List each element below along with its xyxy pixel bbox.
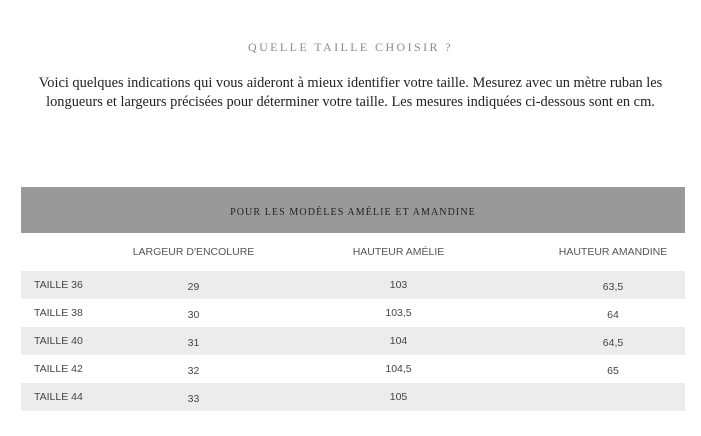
- height-amandine-value: 64,5: [602, 337, 624, 349]
- height-amelie-value: 104,5: [385, 363, 412, 375]
- table-body: [21, 271, 685, 411]
- neck-width-value: 30: [187, 309, 200, 321]
- size-table: [21, 187, 685, 411]
- table-title: POUR LES MODÈLES AMÉLIE ET AMANDINE: [21, 187, 685, 233]
- size-label: TAILLE 38: [34, 307, 83, 319]
- table-row: [21, 383, 685, 411]
- table-row: [21, 327, 685, 355]
- table-row: [21, 355, 685, 383]
- column-header-row: [21, 233, 685, 271]
- neck-width-value: 32: [187, 365, 200, 377]
- height-amandine-value: [541, 395, 685, 399]
- column-header-neck-width: LARGEUR D'ENCOLURE: [132, 246, 255, 258]
- height-amandine-value: 64: [607, 309, 619, 321]
- column-header-height-amandine: HAUTEUR AMANDINE: [558, 246, 668, 258]
- size-label: TAILLE 40: [34, 335, 83, 347]
- intro-paragraph: Voici quelques indications qui vous aideront à mieux identifier votre taille. Mesurez avec un mètre ruban les longueurs et largeurs précisées pour déterminer votre taille. Les mesures indiquées ci-dessous sont en cm.: [38, 75, 663, 110]
- size-label: TAILLE 44: [34, 391, 83, 403]
- table-row: [21, 299, 685, 327]
- table-row: [21, 271, 685, 299]
- height-amelie-value: 103,5: [385, 307, 412, 319]
- neck-width-value: 29: [187, 281, 200, 293]
- column-header-height-amelie: HAUTEUR AMÉLIE: [352, 246, 445, 258]
- height-amelie-value: 103: [389, 279, 408, 291]
- height-amelie-value: 104: [389, 335, 408, 347]
- size-label: TAILLE 36: [34, 279, 83, 291]
- neck-width-value: 31: [187, 337, 200, 349]
- height-amandine-value: 63,5: [602, 281, 624, 293]
- neck-width-value: 33: [187, 393, 200, 405]
- size-label: TAILLE 42: [34, 363, 83, 375]
- page-title: QUELLE TAILLE CHOISIR ?: [248, 40, 453, 54]
- height-amandine-value: 65: [607, 365, 619, 377]
- height-amelie-value: 105: [389, 391, 408, 403]
